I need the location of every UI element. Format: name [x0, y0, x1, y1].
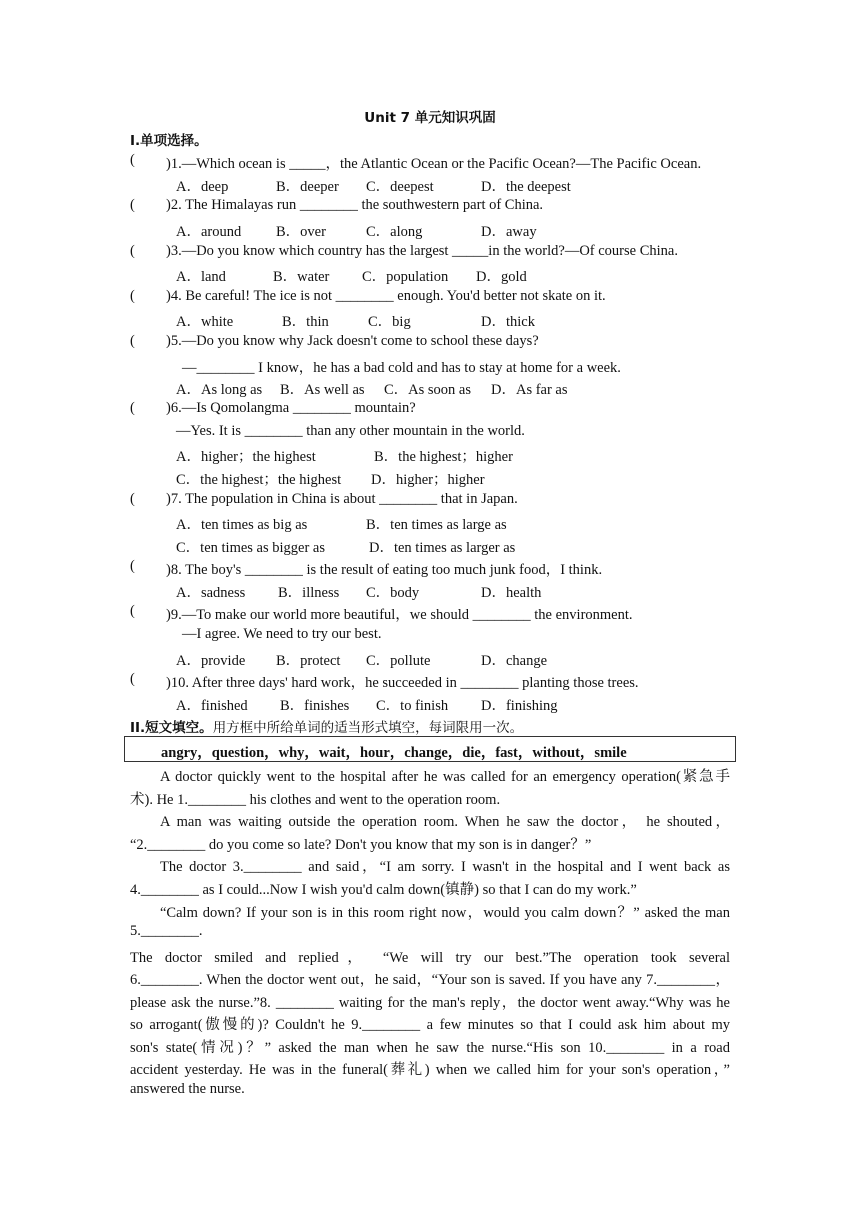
- question-text: )5.—Do you know why Jack doesn't come to school these days?: [166, 333, 539, 349]
- option-a: A．sadness: [176, 585, 246, 601]
- option-a: A．deep: [176, 179, 229, 195]
- option-b: B．over: [276, 224, 326, 240]
- question-text: )9.—To make our world more beautiful，we should ________ the environment.: [166, 607, 633, 623]
- option-a: A．around: [176, 224, 242, 240]
- section-2-instruction: 用方框中所给单词的适当形式填空，每词限用一次。: [212, 720, 524, 736]
- passage-line: “Calm down? If your son is in this room right now，would you calm down？” asked the man: [160, 905, 730, 921]
- question-text: )6.—Is Qomolangma ________ mountain?: [166, 400, 416, 416]
- question-text: )3.—Do you know which country has the largest _____in the world?—Of course China.: [166, 243, 678, 259]
- option-d: D．health: [481, 585, 542, 601]
- question-6: [130, 400, 750, 422]
- option-c: C．to finish: [376, 698, 449, 714]
- option-d: D．away: [481, 224, 537, 240]
- option-a: A．ten times as big as: [176, 517, 308, 533]
- passage-line: 术). He 1.________ his clothes and went to the operation room.: [130, 792, 501, 808]
- option-b: B．As well as: [280, 382, 365, 398]
- option-d: D．thick: [481, 314, 535, 330]
- question-1: [130, 152, 750, 174]
- answer-bracket: (: [130, 288, 135, 304]
- question-text: )10. After three days' hard work，he succeeded in ________ planting those trees.: [166, 675, 639, 691]
- question-text: )2. The Himalayas run ________ the southwestern part of China.: [166, 197, 544, 213]
- passage-line: please ask the nurse.”8. ________ waiting for the man's reply，the doctor went away.“Why was he: [130, 995, 730, 1011]
- question-7: [130, 491, 750, 513]
- section-2-heading: [130, 716, 523, 736]
- option-c: C．the highest；the highest: [176, 472, 342, 488]
- answer-bracket: (: [130, 152, 135, 168]
- question-3: [130, 243, 750, 265]
- passage-line: 4.________ as I could...Now I wish you'd calm down(镇静) so that I can do my work.”: [130, 882, 637, 898]
- option-b: B．water: [273, 269, 330, 285]
- option-d: D．higher；higher: [371, 472, 485, 488]
- option-a: A．finished: [176, 698, 248, 714]
- option-c: C．deepest: [366, 179, 434, 195]
- answer-bracket: (: [130, 558, 135, 574]
- option-b: B．protect: [276, 653, 341, 669]
- answer-bracket: (: [130, 400, 135, 416]
- option-c: C．pollute: [366, 653, 431, 669]
- option-d: D．gold: [476, 269, 527, 285]
- option-a: A．provide: [176, 653, 246, 669]
- option-c: C．body: [366, 585, 420, 601]
- question-text: )1.—Which ocean is _____，the Atlantic Ocean or the Pacific Ocean?—The Pacific Ocean.: [166, 156, 702, 172]
- word-box: [124, 736, 736, 762]
- passage-line: 6.________. When the doctor went out，he said，“Your son is saved. If you have any 7.________，: [130, 972, 730, 988]
- option-d: D．finishing: [481, 698, 558, 714]
- passage-line: so arrogant(傲慢的)? Couldn't he 9.________ a few minutes so that I could ask him about my: [130, 1017, 730, 1033]
- option-d: D．the deepest: [481, 179, 571, 195]
- question-text: )7. The population in China is about ________ that in Japan.: [166, 491, 518, 507]
- option-a: A．As long as: [176, 382, 263, 398]
- passage-line: accident yesterday. He was in the funeral(葬礼) when we called him for your son's operation，”: [130, 1062, 730, 1078]
- passage-line: answered the nurse.: [130, 1081, 245, 1097]
- question-5: [130, 333, 750, 355]
- option-b: B．finishes: [280, 698, 350, 714]
- option-c: C．population: [362, 269, 449, 285]
- answer-bracket: (: [130, 197, 135, 213]
- passage-line: “2.________ do you come so late? Don't you know that my son is in danger？”: [130, 837, 592, 853]
- option-b: B．the highest；higher: [374, 449, 513, 465]
- option-d: D．ten times as larger as: [369, 540, 516, 556]
- option-d: D．As far as: [491, 382, 568, 398]
- option-c: C．ten times as bigger as: [176, 540, 326, 556]
- question-text: )4. Be careful! The ice is not ________ enough. You'd better not skate on it.: [166, 288, 606, 304]
- section-1-heading: I.单项选择。: [130, 133, 208, 149]
- passage-line: The doctor 3.________ and said，“I am sorry. I wasn't in the hospital and I went back as: [160, 859, 730, 875]
- question-2: [130, 197, 750, 219]
- option-c: C．As soon as: [384, 382, 472, 398]
- dialogue-line: —Yes. It is ________ than any other mountain in the world.: [176, 423, 525, 439]
- question-4: [130, 288, 750, 310]
- answer-bracket: (: [130, 603, 135, 619]
- answer-bracket: (: [130, 243, 135, 259]
- answer-bracket: (: [130, 671, 135, 687]
- option-c: C．big: [368, 314, 411, 330]
- option-b: B．deeper: [276, 179, 339, 195]
- passage-line: The doctor smiled and replied， “We will try our best.”The operation took several: [130, 950, 730, 966]
- section-2-title: II.短文填空。: [130, 720, 213, 736]
- question-9: [130, 603, 750, 625]
- word-box-text: angry，question，why，wait，hour，change，die，fast，without，smile: [161, 745, 627, 761]
- answer-bracket: (: [130, 333, 135, 349]
- passage-line: A man was waiting outside the operation room. When he saw the doctor， he shouted，: [160, 814, 730, 830]
- passage-line: A doctor quickly went to the hospital after he was called for an emergency operation(紧急手: [160, 769, 730, 785]
- option-d: D．change: [481, 653, 548, 669]
- dialogue-line: —I agree. We need to try our best.: [182, 626, 382, 642]
- option-b: B．illness: [278, 585, 340, 601]
- passage-line: son's state(情况)？” asked the man when he saw the nurse.“His son 10.________ in a road: [130, 1040, 730, 1056]
- answer-bracket: (: [130, 491, 135, 507]
- option-b: B．ten times as large as: [366, 517, 507, 533]
- question-10: [130, 671, 750, 693]
- dialogue-line: —________ I know，he has a bad cold and has to stay at home for a week.: [182, 360, 621, 376]
- option-c: C．along: [366, 224, 423, 240]
- question-text: )8. The boy's ________ is the result of eating too much junk food，I think.: [166, 562, 603, 578]
- page-title: Unit 7 单元知识巩固: [364, 110, 496, 126]
- option-a: A．land: [176, 269, 226, 285]
- option-b: B．thin: [282, 314, 329, 330]
- question-8: [130, 558, 750, 580]
- passage-line: 5.________.: [130, 923, 203, 939]
- option-a: A．white: [176, 314, 234, 330]
- option-a: A．higher；the highest: [176, 449, 316, 465]
